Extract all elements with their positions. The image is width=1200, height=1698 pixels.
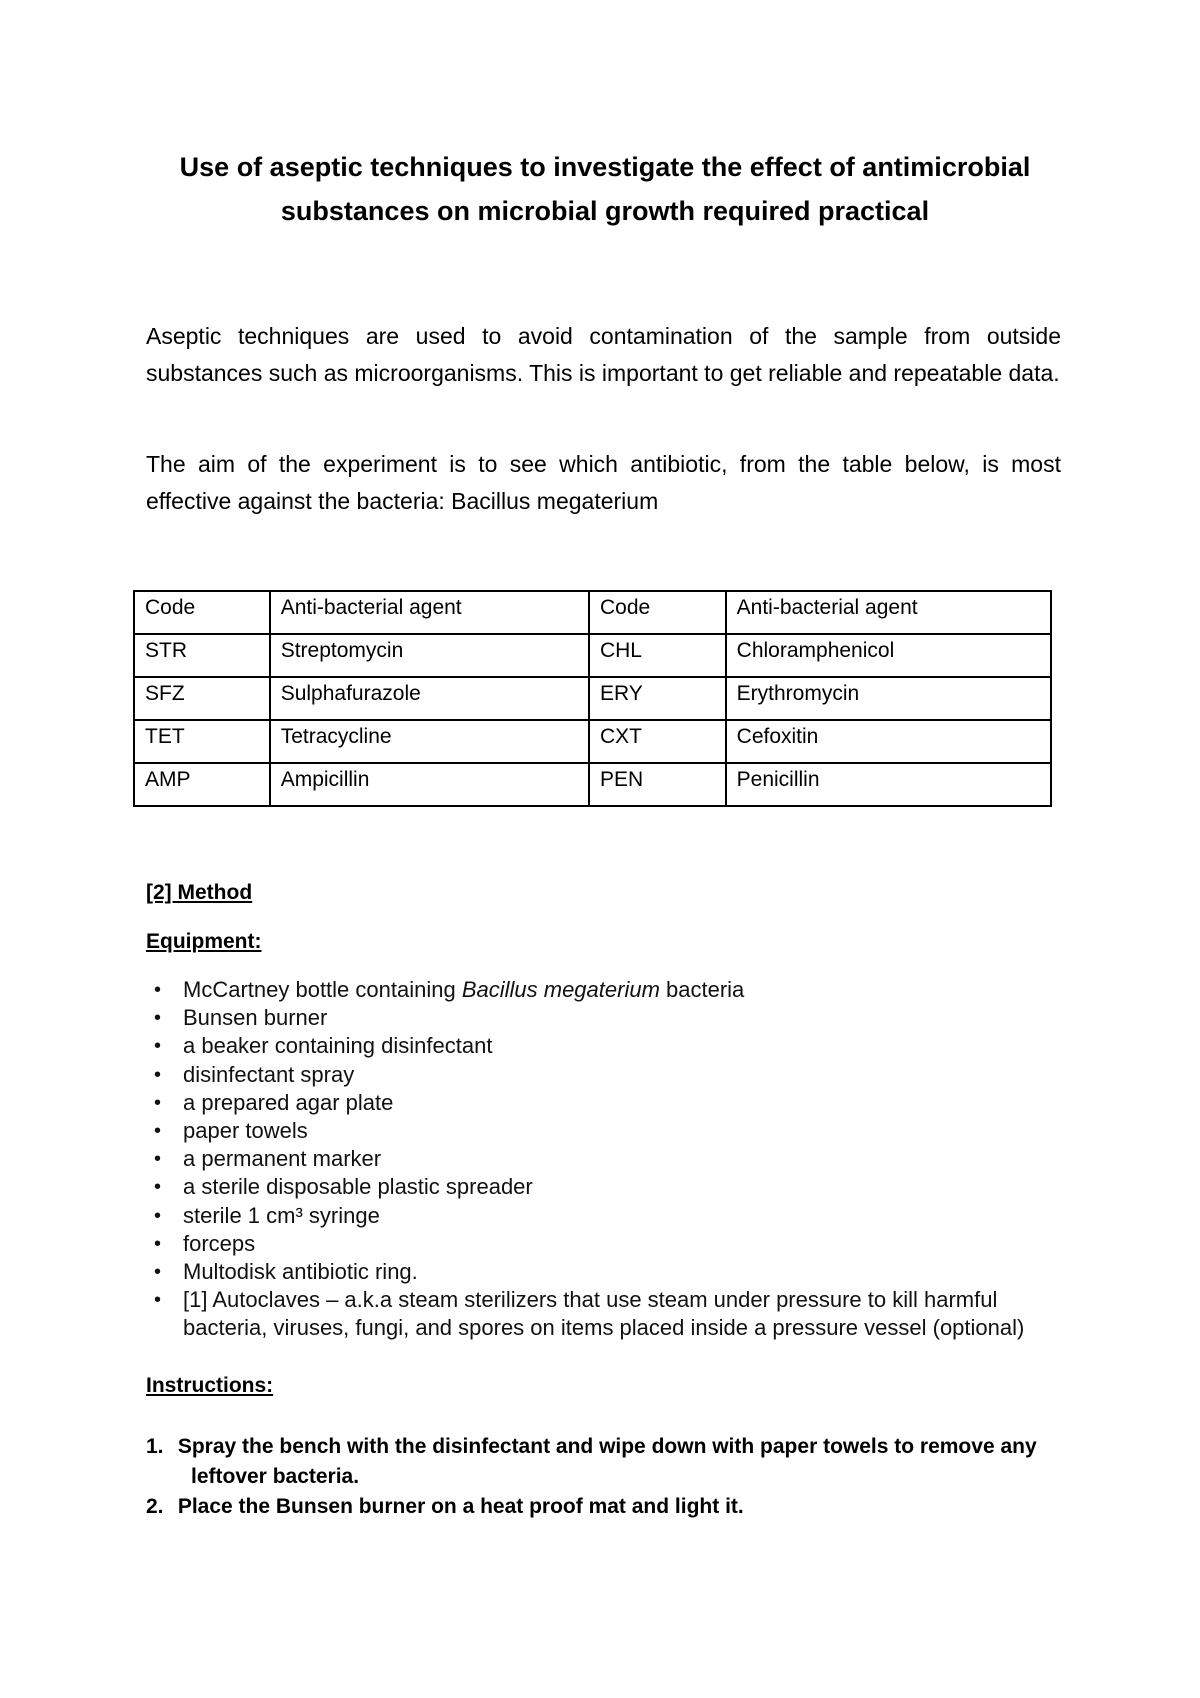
- title-line-2: substances on microbial growth required practical: [280, 196, 930, 226]
- agent-cell: Tetracycline: [270, 720, 589, 763]
- item-text: Bunsen burner: [183, 1005, 328, 1031]
- table-header-cell: Code: [134, 591, 270, 634]
- bullet-icon: •: [154, 1204, 162, 1227]
- bullet-icon: •: [154, 1289, 162, 1312]
- list-item: [146, 1286, 1066, 1342]
- equipment-list: [146, 976, 1066, 1343]
- code-cell: ERY: [589, 677, 726, 720]
- list-item: [146, 1145, 1066, 1173]
- table-header-cell: Anti-bacterial agent: [270, 591, 589, 634]
- equipment-heading: Equipment:: [146, 930, 262, 953]
- item-text: a sterile disposable plastic spreader: [183, 1174, 533, 1200]
- agent-cell: Sulphafurazole: [270, 677, 589, 720]
- code-cell: PEN: [589, 763, 726, 806]
- list-item: [146, 1117, 1066, 1145]
- item-text: a permanent marker: [183, 1146, 382, 1172]
- step-text: Spray the bench with the disinfectant and wipe down with paper towels to remove any leftover bacteria.: [177, 1435, 1037, 1488]
- bullet-icon: •: [154, 1007, 162, 1030]
- step-number: 1.: [146, 1435, 164, 1458]
- agent-cell: Cefoxitin: [726, 720, 1051, 763]
- method-heading: [2] Method: [146, 881, 253, 904]
- agent-cell: Penicillin: [726, 763, 1051, 806]
- bullet-icon: •: [154, 1232, 162, 1255]
- item-text: disinfectant spray: [183, 1061, 355, 1087]
- list-item: [146, 1492, 1066, 1522]
- agent-cell: Chloramphenicol: [726, 634, 1051, 677]
- list-item: [146, 1032, 1066, 1060]
- agent-cell: Ampicillin: [270, 763, 589, 806]
- list-item: [146, 1089, 1066, 1117]
- table-header-cell: Code: [589, 591, 726, 634]
- aim-paragraph: The aim of the experiment is to see which antibiotic, from the table below, is most effective against the bacteria: Bacillus megaterium: [146, 451, 1061, 514]
- list-item: [146, 976, 1066, 1004]
- code-cell: STR: [134, 634, 270, 677]
- list-item: [146, 1432, 1066, 1492]
- step-number: 2.: [146, 1495, 164, 1518]
- table-header-cell: Anti-bacterial agent: [726, 591, 1051, 634]
- code-cell: CXT: [589, 720, 726, 763]
- item-text: [1] Autoclaves – a.k.a steam sterilizers that use steam under pressure to kill harmful bacteria, viruses, fungi, and spores on items placed inside a pressure vessel (optional): [183, 1287, 1025, 1341]
- item-text: a beaker containing disinfectant: [183, 1033, 493, 1059]
- title-line-1: Use of aseptic techniques to investigate the effect of antimicrobial: [179, 152, 1031, 182]
- item-text: bacteria: [659, 977, 745, 1002]
- step-text: Place the Bunsen burner on a heat proof mat and light it.: [177, 1495, 744, 1518]
- document-title: [130, 145, 1080, 233]
- item-text: a prepared agar plate: [183, 1089, 394, 1115]
- code-cell: TET: [134, 720, 270, 763]
- item-text: paper towels: [183, 1118, 308, 1144]
- bullet-icon: •: [154, 1063, 162, 1086]
- table-row: [134, 763, 1051, 806]
- list-item: [146, 1061, 1066, 1089]
- bullet-icon: •: [154, 1261, 162, 1284]
- intro-paragraph: Aseptic techniques are used to avoid contamination of the sample from outside substances such as microorganisms. This is important to get reliable and repeatable data.: [146, 323, 1061, 386]
- list-item: [146, 1258, 1066, 1286]
- code-cell: SFZ: [134, 677, 270, 720]
- instructions-list: [146, 1432, 1066, 1522]
- instructions-heading: Instructions:: [146, 1374, 274, 1397]
- item-text: McCartney bottle containing: [183, 977, 462, 1002]
- table-row: [134, 720, 1051, 763]
- agent-cell: Erythromycin: [726, 677, 1051, 720]
- bullet-icon: •: [154, 1035, 162, 1058]
- bullet-icon: •: [154, 979, 162, 1001]
- item-text: sterile 1 cm³ syringe: [183, 1202, 380, 1228]
- list-item: [146, 1202, 1066, 1230]
- table-header-row: [134, 591, 1051, 634]
- list-item: [146, 1230, 1066, 1258]
- list-item: [146, 1004, 1066, 1032]
- item-text: Multodisk antibiotic ring.: [183, 1259, 418, 1285]
- item-text: forceps: [183, 1230, 256, 1256]
- bullet-icon: •: [154, 1148, 162, 1171]
- list-item: [146, 1173, 1066, 1201]
- antibiotic-table: [133, 590, 1052, 807]
- bullet-icon: •: [154, 1176, 162, 1199]
- table-row: [134, 677, 1051, 720]
- table-row: [134, 634, 1051, 677]
- species-name: Bacillus megaterium: [461, 977, 660, 1002]
- agent-cell: Streptomycin: [270, 634, 589, 677]
- bullet-icon: •: [154, 1091, 162, 1114]
- code-cell: CHL: [589, 634, 726, 677]
- code-cell: AMP: [134, 763, 270, 806]
- bullet-icon: •: [154, 1120, 162, 1143]
